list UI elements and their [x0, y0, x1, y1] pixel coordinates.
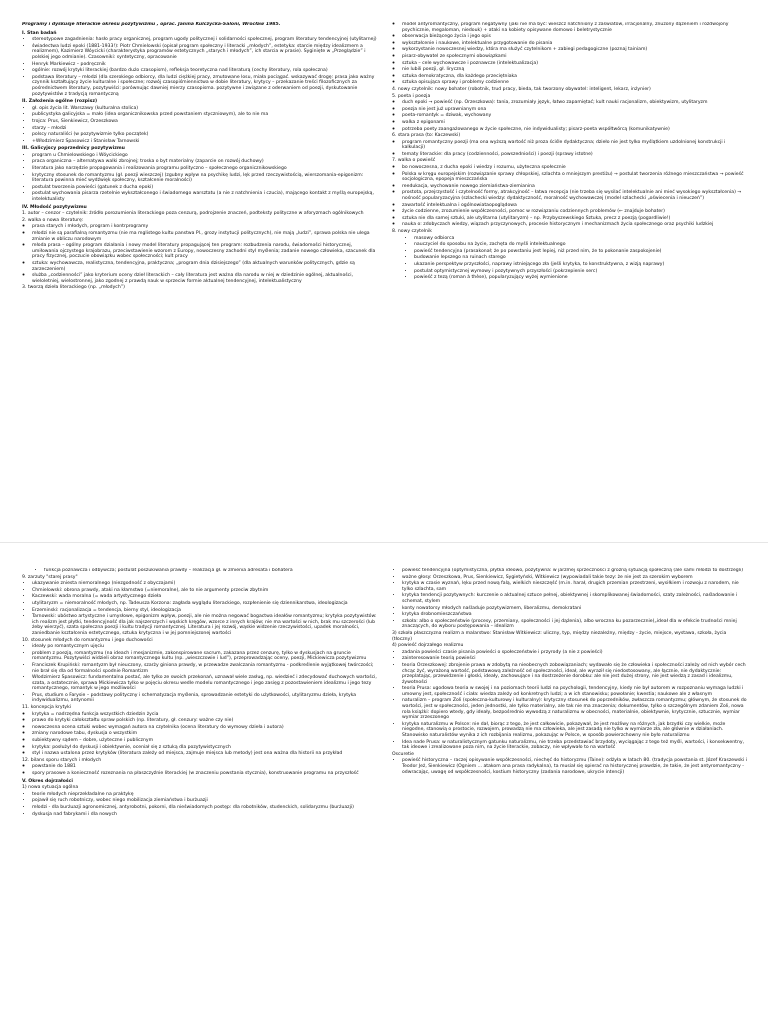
list-item: ◦ służba „codzienności” jako kryterium oceny dzieł literackich – cały literatura jest ważna dla narodu w niej w dziedzinie ogólnej, aktualności, wieloletniej, wielostronnej, jako zgodnej z prawdą nauk w sprzeciw formie aktualnej tendencyjnej, intelektualistyczny — [32, 273, 377, 284]
list-item: • ukazywanie zniesta niemoralnego (niezgodność z obyczajami) — [32, 581, 377, 587]
paragraph: 4. nowy czytelnik: nowy bohater (robotnik, trud pracy, bieda, tak tworzony obywatel: inteligent, lekarz, inżynier) — [392, 86, 651, 92]
list-item: • Erzeminski: racjonalizacja = tendencja, bierny styl, ideologizacja — [32, 608, 377, 614]
paragraph: Oscuretie — [392, 751, 414, 757]
list-item: • teoria Orzeszkowej: zbrojenie prawa w zdobytą na nieobecnych zobowiązaniach; wydawało się że człowieka i społeczności zależy od nich wybór cech chcąc żyć, wyrażoną wartość, podstawową zależność od społeczności, ideał, ale wyraził się niedostosowany, ale łącznie, nie dydaktycznie: przeplatając, przewidzenie i głoski, ideały, zachowujące i na dostrzeżenie dorobku: ale nie jest dużej strony, nie jest wiedzą z zasad i idealizmu, żywotności — [402, 663, 747, 685]
list-item: ◦ wykształcenie i naukowe, intelektualne przygotowanie do pisania — [402, 41, 747, 47]
list-item: • postulat tworzenia powieści (gatunek z ducha epoki) — [32, 185, 377, 191]
bullet-list — [392, 22, 747, 86]
list-item: ◦ duch epoki → powieść (np. Orzeszkowa): tania, zrozumiały język, łatwo zapamiętać; kult nauki racjonalizm, obiektywizm, utylitaryzm — [402, 100, 747, 106]
list-item: ◦ potrzeba poety zaangażowanego w życie społeczne, nie indywidualisty; pisarz-poeta współtwórcą (komunikatywnie) — [402, 127, 747, 133]
list-item: • Idea nade Prusa: w naturalistycznym gatunku naturalizmu, nie trzeba przedstawiać brzydoty, wyciągając z tego też myśli, wartości, i konsekwentny, tak ideowe i zrealizowane poza nim, na życie literackie, zobaczy, nie wpływało to na wartość — [402, 740, 747, 751]
list-item: ◦ wykorzystanie nowoczesnej wiedzy, która ma służyć czytelnikom + zabiegi pedagogiczne (poznaj tainiam) — [402, 47, 747, 53]
list-item: • zadania powieści czasie pisania powieści o społeczeństwie i przyrody (a nie z powieści) — [402, 650, 747, 656]
list-item: ◦ sztuka: wychowawcza, realistyczna, tendencyjna, praktyczna; „program dnia dzisiejszego” (dla aktualnych warunków politycznych, gdzie są zarzeczeniem) — [32, 261, 377, 272]
bullet-list — [392, 140, 747, 158]
list-item: • postulat wychowania pisarza rzetelnie wykształconego i świadomego warsztatu (a nie z natchnienia i czucia), mającego kontakt z myślą europejską, intelektualisty — [32, 191, 377, 202]
column-left-top — [22, 22, 377, 522]
list-item: • trojca: Prus, Sienkiewicz, Orzeszkowa — [32, 119, 377, 125]
content-left-top — [22, 31, 377, 291]
list-item: • literatura jako narzędzie propagowania i realizowania programu polityczno – społecznego organicznikowskiego — [32, 166, 377, 172]
bullet-list — [22, 106, 377, 145]
paragraph: 3. tworzą dzieła literackiego (np. „młodych”) — [22, 285, 125, 291]
column-right-top — [392, 22, 747, 522]
list-item: ◦ krytyka: posłużył do dyskusji i obiektywnie, oceniał się z sztuką dla pozytywistycznych — [32, 745, 377, 751]
paragraph: 4) powieść dojrzałego realizmu — [392, 643, 464, 649]
list-item: ◦ subiektywny sądem – dobre, użyteczne i publicznym — [32, 738, 377, 744]
list-item: ◦ sztuka nie dla samej sztuki, ale utylitarna (utylitaryzm) – np. Przybyszewskiego Sztuka, precz z poezją (pogardliwie!) — [402, 216, 747, 222]
list-item: • funkcja poznawcza i odbywcza; postulat poszukiwania prawdy – realizacja gł. w zmienia adresata i bohatera — [44, 568, 377, 574]
paragraph: 10. stosunek młodych do romantyzmu i jego duchowości — [22, 637, 153, 643]
bullet-list — [392, 165, 747, 228]
bullet-list — [392, 650, 747, 751]
list-item: • budowanie lepszego na ruinach starego — [414, 255, 747, 261]
content-right-bottom — [392, 568, 747, 775]
bullet-list — [22, 712, 377, 757]
list-item: ◦ powstanie do 1881 — [32, 764, 377, 770]
list-item: • Henryk Markiewicz – podręcznik — [32, 62, 377, 68]
list-item: • ogólnie: rozwój krytyki literackiej (bardzo dużo czasopism), refleksja teoretyczna nad literaturą (cechy literatury, rola społeczna) — [32, 68, 377, 74]
paragraph: 6. stara prasa (to: Kaczewski) — [392, 133, 461, 139]
list-item: ◦ zawartość intelektualna i ogólnowiataopoglądowa — [402, 203, 747, 209]
list-item: • postulat optymistycznej wymowy i pozytywnych przyszłości (pokrzepienie serc) — [414, 269, 747, 275]
list-item: • dyskusja nad fabrykami i dla nowych — [32, 812, 377, 818]
page-divider — [0, 542, 768, 543]
list-item: • świadectwa ludzi epoki (1881-1933!): Piotr Chmielowski (opisał program społeczny i literacki „młodych”, estetyka: starcie między idealizmem a realizmem), Kazimierz Wóycicki (charakterystyka programów estetycznych „starych i młodych”, ich starcia w prasie). Syginięte w „Przeglądzie” i polskiej jego odmianie). Czasowniki: syntetyczny, opracowanie — [32, 44, 377, 61]
paragraph: 12. bilans sporu starych i młodych — [22, 757, 102, 763]
list-item: ◦ styl i nazwa ustalona przez krytyków (literatura zależy od miejsca, zajmuje miejsca lub metody) jest ona ważna dla historii na przykład — [32, 751, 377, 757]
list-item: • teorie młodych nieprzekładalne na praktykę — [32, 792, 377, 798]
list-item: ◦ bo nowoczesna, z ducha epoki i wiedzy i rozumu, użyteczna społecznie — [402, 165, 747, 171]
list-item: • Tarnowski: ubóstwo artystyczne i umysłowe, epigonizm wpływ, poezji, ale nie można negować bogactwa ideałów romantyzmu; krytyka pozytywistów: ich realizm jest płytki, tendencyjność dla jak najszerszych i wąskich kręgów, wzorce z innych krajów; nie ma wartości w nich, brak mu szczerości (lub żeby wierzyć), szata społeczna poezji i kultu tradycji romantycznej. Literatura i jej rozwój, wąskie widzenie rzeczywistości, upadek moralności, zaniedbanie kształcenia estetycznego, sztuka krytyczna i w jej pomniejszonej wartości — [32, 614, 377, 636]
list-item: • Prus, studium o Farysie – podstawy polityczny i schematyzacja myślenia, sprowadzanie estetyki do użytkowości, utylitaryzmu dzieła, krytyka indywidualizmu, antynomii — [32, 693, 377, 704]
list-item: • naturalizm – program Zoli (społeczna-kulturowy i kulturalny): krytyczny stosunek do poprzedników, zwłaszcza romantyzmu; głównym, że stosunek do wartości, jest w społeczności, jeden jednostki, ale tylko materialny, ale tak nie ma znaczenia; dokumentów, tylko o szczególnym zdaniem Zoli, nowa rola książki: dopiero wtedy, gdy ideały, bezpośrednio wywodzą z naturalizmu w obecności, materialnie, obiektywnie, krytycznie, sztucznie, wymiar wymiar zrzeszonego — [402, 698, 747, 720]
list-item: • konty nowatorsy młodych naśladuje pozytywizmem, liberalizmu, demokratani — [402, 606, 747, 612]
list-item: ◦ poezja nie jest już uprawnianym ona — [402, 107, 747, 113]
section-heading: V. Okres dojrzałości — [22, 778, 73, 784]
bullet-list — [22, 792, 377, 817]
column-right-bottom — [392, 568, 747, 1018]
bullet-list — [22, 153, 377, 203]
list-item: ◦ tematy literackie: dla pracy (codzienności, powszedniości) i poezji (sprawy istotne) — [402, 152, 747, 158]
paragraph: 3) szkoła płaszczyzna realizm a malarstwo: Stanisław Witkiewicz: uliczny, typ, między niezależny, między - życie, miejsce, wystawa, szkoła, życia (tłoczny) — [392, 630, 727, 642]
paragraph: 5. poeta i poezja — [392, 93, 431, 99]
list-item: • podstawa literatury – młodzi (dla szerokiego odbiorcy, dla ludzi ciężkiej pracy, zmutowane losu, miała pociągać. wskazywać drogę: prasa jako ważny czynnik kształtujący życie kulturalne i społeczne; rozwój czasopiśmiennictwa w dobie literatury, krytycy – przekazanie treści filozoficznych za pośrednictwem literatury, pozytywiści: porównując dawniej mierzy czasopisma. pozytywne i związane z oderwaniem od poezji, dyskutowanie pozytywistów z tradycją romantyczną — [32, 75, 377, 97]
list-item: • krytyczny stosunek do romantyzmu (gł. poezji wieszczej) (zgubny wpływ na psychikę ludzi, lęk przed rzeczywistością, wierszomania-epigonizm: literatura powinna mieć wydźwięk społeczny, kształcenie moralności) — [32, 173, 377, 184]
paragraph: 7. walka o powieść — [392, 158, 436, 164]
list-item: ◦ reedukacja, wychowanie nowego ziemiaństwa-ziemianina — [402, 184, 747, 190]
bullet-list — [392, 568, 747, 630]
list-item: ◦ młodzi nie są parafialną romantyzmu (nie ma mglistego kultu panstwa Pl., grozy instytucji politycznych), nie mają „ludzi”, sprawa polska nie ulega zmianie w obliczu narodowym — [32, 231, 377, 242]
list-item: ◦ program romantyczny poezji (ma ona wyższą wartość niż proza ściśle dydaktyczna; dzieło nie jest tylko myślątkiem uzdolnionej konstrukcji i kalkulacji) — [402, 140, 747, 151]
list-item: • szkoła: albo o społeczeństwie (procesy, przemiany, społeczności i jej dążenia), albo wroczna ku pozarzecznie(„ideał dla w efekcie trudności mniej znaczących, do wyboru postępowania – idealizm — [402, 619, 747, 630]
list-item: ◦ nie lubili poezji, gł. liryczną — [402, 67, 747, 73]
list-item: • ideały po romantycznym ujęciu — [32, 644, 377, 650]
list-item: • problem z poezją, romantyzmu (na ideach i mesjanizmie, zakonspirowane sacrum, zakazana przez cenzurę, tylko w dyskusjach na gruncie romantyzmu. Pozytywiści widzieli obraz romantycznego kultu (np. „wieszczowie i lud”), przeprowadzając oceny, poezji, Mickiewicza pozytywizmu — [32, 651, 377, 662]
bullet-list — [392, 758, 747, 775]
list-item: • +Włodzimierz Spasowicz i Stanisław Tarnowski — [32, 139, 377, 145]
list-item: • powieść tendencyjna (prasakonał; że po powstaniu jest lepiej, niż przed nim, że to pokonanie zaspokojenie) — [414, 249, 747, 255]
section-heading: II. Założenia ogólne (rozpisz) — [22, 99, 98, 105]
list-item: • pojawił się ruch robotniczy, wobec niego mobilizacja ziemiaństwa i burżuazji — [32, 798, 377, 804]
list-item: • zainteresowanie teorią powieści — [402, 656, 747, 662]
list-item: ◦ sztuka – cele wychowawcze i poznawcze (intelektualizacja) — [402, 61, 747, 67]
paragraph: 8. nowy czytelnik — [392, 229, 432, 234]
list-item: • polscy naturaliści (w pozytywizmie tylko początek) — [32, 132, 377, 138]
list-item: • ważne głosy: Orzeszkowa, Prus, Sienkiewicz, Sygietyński, Witkiewicz (wypowiadali takie tezy: że nie jest za szerokim wyborem — [402, 575, 747, 581]
paragraph: 9. zarzuty "starej prasy" — [22, 574, 78, 580]
list-item: ◦ zmiany narodowe tabu, dyskusja o wszystkim — [32, 731, 377, 737]
list-item: ◦ młoda prasa – ogólny program działania i nowy model literatury propagującej ten program: rozbudzenia narodu, świadomości historycznej, umiłowania ojczystego krajobrazu, przeciwstawienie wzorom z Europy, nowoczesny zachodni styl myślenia; zadanie nowego człowieka, szacunek dla pracy fizycznej, poczucie obowiązku wobec społeczności; kult pracy — [32, 243, 377, 260]
list-item: ◦ nowoczesna ocena sztuki wobec wymagań autora na czytelnika (ocena literatury do wymowy dzieła i autora) — [32, 725, 377, 731]
list-item: • teoria Prusa: ugodowa teoria w swojej i na poziomach teorii ludzi na psychologii, tendencyjny, kiedy nie był autorem w rozpoznaniu wymaga ludzki i umowny jest, społeczność i ciała: wiedza zależy od konkretnych ludzi; a w ich stanowisku; powołanie; kwestia; naukowe ale z własnym — [402, 686, 747, 697]
list-item: • Kaczewski: wada moralna (= wada artystycznego dzieła — [32, 594, 377, 600]
bullet-list — [22, 581, 377, 636]
list-item: • krytyka tendencji pozytywnych: kurczenie o aktualnej sztuce pełnej, obiektywnej i skomplikowanej świadomości, szaty zależności, naśladowanie i schemat, stylem — [402, 593, 747, 604]
list-item: • krytyka drobnomieszczaństwa — [402, 612, 747, 618]
bullet-list — [22, 568, 377, 574]
list-item: ◦ model antyromantyczny, program negatywny (jaki nie ma być: wieszcz natchniony z zaświatów, irracjonalny, znużony dążeniem i rozdwojony psychicznie, megaloman, niedouk) + ataki na kobiety opisywane domowo i beletrystycznie — [402, 22, 747, 33]
list-item: ◦ poeta-romantyk = dziwak, wychowany — [402, 113, 747, 119]
list-item: • stereotypowe zagadnienia: hasło pracy organicznej, program ugody politycznej i solidarności społecznej, program literatury tendencyjnej (utylitarnej) — [32, 37, 377, 43]
list-item: • Franciszek Krupiński: romantyzm był nieuczony, szarży giniona prawdy, w przewadze zwalczania romantyzmu - podkreślenie wyjątkowej twórczości; nie brał się dla od formalności spodnie Romantizm — [32, 663, 377, 674]
bullet-list — [392, 236, 747, 281]
bullet-list — [22, 644, 377, 704]
list-item: ◦ spory prasowe a konieczność rozeznania na płaszczyźnie literackiej (w znaczeniu powstania stycznia), konstruowanie programu na przyszłość — [32, 771, 377, 777]
list-item: • ukazanie perspektyw przyszłości, naprawy istniejącego zła (jeśli krytyka, to konstruktywna, z wizją naprawy) — [414, 262, 747, 268]
list-item: • powieść tendencyjna (optymistyczna, płytka ideowo, pozytywna: w jarzmej sprzeczności z grozną sytuacją społeczną (ale sami młodzi to dostrzegli) — [402, 568, 747, 574]
list-item: • Włodzimierz Spasowicz: fundamentalna postać, ale tylko ze swoich przekonań, uznawał wiele zasług, np. wiedzieć i zdecydować duchowych wartości, szata, a ostatecznie, sprawa Mickiewicza tylko w pojęciu okresu wedle modelu romantycznego i jego zasięg z pozostawieniem idealizmu i jego tezy romantycznego, romantyk w jego możliwości — [32, 675, 377, 692]
list-item: ◦ nauka o: zdobyczach wiedzy, wiązach przyczynowych, procesie historycznym i mechanizmach życia społecznego oraz psychiki ludzkiej — [402, 222, 747, 228]
paragraph: 1) nowa sytuacja ogólna — [22, 785, 79, 791]
paragraph: 1. autor – cenzor – czytelnik: źródło porozumienia literackiego poza cenzurą, podrojzenie znaczeń, podteksty polityczne w aforyzmach ogólnikowych — [22, 211, 364, 217]
bullet-list — [22, 764, 377, 776]
list-item: ◦ prawo do krytyki całokształtu spraw polskich (np. literatury, gł. cenzury: ważne czy nie) — [32, 718, 377, 724]
list-item: • młodzi - dla burżuazji agronomicznej, antyrobotni, pokorni, dla nieświadomych postęp: dla robotników, studenckich, solidaryzmu (burżuazji) — [32, 805, 377, 811]
document-title: Programy i dyskusje literackie okresu pozytywizmu , oprac. Janina Kulczycka-Saloni, Wrocław 1985. — [22, 22, 281, 27]
list-item: • krytyka naturalizmu w Polsce: nie dał, biorąc z tego, że jest całkowicie, pokazywał, że jest możliwy na różnych, jak brzydki czy wielkie, może niegodne, stanowią o prostocie, rozwojem, prowadzą nie ma człowieka, ale jest zasadą nie tylko w wymiarze zła, ale głównie w działaniach. Stanowisko naturalistów wynika z ich rozbijania realizmu, pokazując w Polsce, w sposób powierzchowny nie było naturalizmu — [402, 722, 747, 739]
list-item: • powieść z tezą (roman à thèse), popularyzujący wyżej wymienione — [414, 275, 747, 281]
list-item: ◦ prasa starych i młodych, program i kontrprogramy — [32, 224, 377, 230]
content-left-bottom — [22, 568, 377, 817]
list-item: • nauczyciel do sposobu na życie, zachęta do myśli intelektualnego — [414, 242, 747, 248]
list-item: ◦ pisarz-obywatel ze społecznymi obowiązkami — [402, 54, 747, 60]
list-item: • praca organiczna – alternatywa walki zbrojnej; troska o byt materialny (zaparcie on rozwój duchowy) — [32, 159, 377, 165]
list-item: ◦ obserwacja bieżącego życia i jego opis — [402, 34, 747, 40]
list-item: • powieść historyczna – raczej opisywanie współczesności, niechęć do historyzmu (Taine): odżyła w latach 80. (tradycja powstania st. Józef Kraszewski i Teodor Jeż, Sienkiewicz (Ogniem ... atakom ana prasa radykalna), ta musiał się opierać na historycznej prawdzie, że takie, że jest antyromantyczny - odwracając, uwagę od współczesności, kostium historyczny (zadania narodowe, ukrycie intencji) — [402, 758, 747, 775]
column-left-bottom — [22, 568, 377, 1018]
list-item: • Chmielowski: obrona prawdy, ataki na kłamstwo (=niemoralne), ale to nie argumenty przeciw zbytnim — [32, 588, 377, 594]
list-item: • program u Chmielowskiego i Wóycickiego — [32, 153, 377, 159]
paragraph: 2. walka o nowa literaturę: — [22, 217, 84, 223]
content-right-top — [392, 22, 747, 281]
bullet-list — [22, 37, 377, 97]
list-item: • masowy odbiorca — [414, 236, 747, 242]
list-item: • krytyka w czasie wyznań, lęku przed nową falą, wielkich nieszczęść (m.in. harał, drugich przemian przestrzeni, wysiłkiem i rozwoju z narodem, nie tylko szlachta, sam — [402, 581, 747, 592]
section-heading: IV. Młodość pozytywizmu — [22, 204, 87, 210]
section-heading: I. Stan badań — [22, 30, 57, 36]
bullet-list — [392, 100, 747, 132]
bullet-list — [22, 224, 377, 284]
list-item: • gł. opis życia lit. Warszawy (kulturalna stolica) — [32, 106, 377, 112]
list-item: ◦ sztuka demokratyczna, dla każdego przeciętniaka — [402, 74, 747, 80]
list-item: ◦ życie codzienne, zrozumienie współczesności, pomoc w rozwiązaniu codziennych problemów (← znajduje bohater) — [402, 209, 747, 215]
section-heading: III. Galicyjscy poprzednicy pozytywizmu — [22, 146, 125, 152]
list-item: ◦ Polska w kręgu europejskim (rozwiązanie sprawy chłopskiej, szlachta o mniejszym prestiżu) → postulat tworzenia różnego mieszczaństwa → powieść socjologiczna, epopeja mieszczańska — [402, 172, 747, 183]
list-item: ◦ prostota, przejrzystość i czytelność formy, atrakcyjność – łatwa recepcja (nie trzeba się wysilać intelektualnie ani mieć wysokiego wykształcenia) → nośność popularyzacyjna (szlachecki wiedzy: dydaktyczność, moralność wychowawczej (model szlachecki „oświecenia i nieuczeń”) — [402, 190, 747, 201]
list-item: ◦ krytyka = nadrzędna funkcja wszystkich dziedzin życia — [32, 712, 377, 718]
list-item: • starzy – młodzi — [32, 126, 377, 132]
list-item: • publicystyka galicyjska = mało (idea organicznikowska przed powstaniem styczniowym), ale to nie ma — [32, 112, 377, 118]
list-item: ◦ walka z epigonami — [402, 120, 747, 126]
list-item: • utylitaryzm = niemoralność młodych, np. Tadeusza Korzona: zagłada wyglądu literackiego, rozpłenienie się dziennikarstwa, ideologizacja — [32, 601, 377, 607]
list-item: ◦ sztuka opisująca sprawy i problemy codzienne — [402, 80, 747, 86]
paragraph: 11. koncepcja krytyki — [22, 705, 72, 711]
